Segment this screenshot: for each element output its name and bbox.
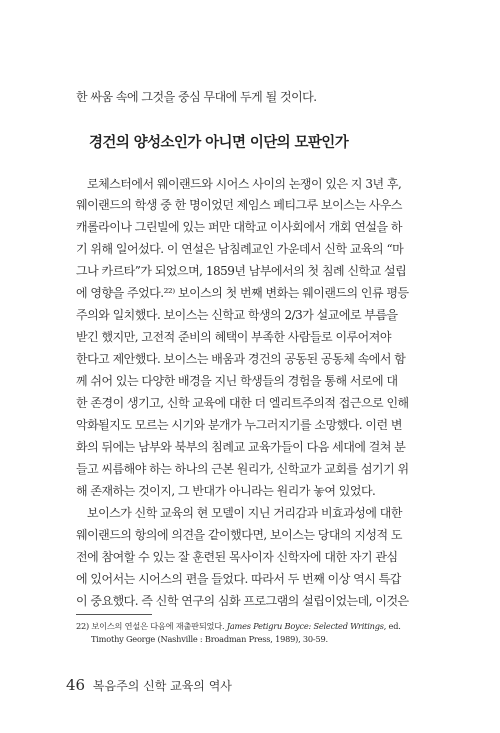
body-line: 웨이랜드의 항의에 의견을 같이했다면, 보이스는 당대의 지성적 도 [76,528,403,542]
body-line: 악화될지도 모르는 시기와 분개가 누그러지기를 소망했다. 이런 변 [76,418,403,432]
body-line: 보이스가 신학 교육의 현 모델이 지닌 거리감과 비효과성에 대한 [87,506,402,520]
body-line: 캐롤라이나 그린빌에 있는 퍼만 대학교 이사회에서 개회 연설을 하 [76,220,403,234]
body-line: 화의 뒤에는 남부와 북부의 침례교 교육가들이 다음 세대에 걸쳐 분 [76,440,406,454]
continuation-line: 한 싸움 속에 그것을 중심 무대에 두게 될 것이다. [76,90,317,104]
footnote-marker: 22) [76,621,90,631]
footnote-book-title: James Petigru Boyce: Selected Writings [226,621,384,631]
body-line: 들고 씨름해야 하는 하나의 근본 원리가, 신학교가 교회를 섬기기 위 [76,462,409,476]
body-line: 이 중요했다. 즉 신학 연구의 심화 프로그램의 설립이었는데, 이것은 [76,594,409,608]
body-line: 기 위해 일어섰다. 이 연설은 남침례교인 가운데서 신학 교육의 “마 [76,242,404,256]
body-line: 한 존경이 생기고, 신학 교육에 대한 더 엘리트주의적 접근으로 인해 [76,396,409,410]
running-title: 복음주의 신학 교육의 역사 [92,679,232,693]
body-line: 받긴 했지만, 고전적 준비의 혜택이 부족한 사람들로 이루어져야 [76,330,391,344]
section-heading: 경건의 양성소인가 아니면 이단의 모판인가 [89,135,349,151]
footnote-text-korean: 보이스의 연설은 다음에 재출판되었다. [91,621,225,631]
body-line: 에 있어서는 시어스의 편을 들었다. 따라서 두 번째 이상 역시 특갑 [76,572,401,586]
footnote [76,620,401,632]
body-line: 해 존재하는 것이지, 그 반대가 아니라는 원리가 놓여 있었다. [76,484,376,498]
footnote-line-2: Timothy George (Nashville : Broadman Press, 1989), 30-59. [91,634,328,644]
body-line: 에 영향을 주었다.²²⁾ 보이스의 첫 번째 변화는 웨이랜드의 인류 평등 [76,286,409,300]
page-footer [66,676,232,694]
body-line: 한다고 제안했다. 보이스는 배움과 경건의 공동된 공동체 속에서 함 [76,352,406,366]
body-line: 전에 참여할 수 있는 잘 훈련된 목사이자 신학자에 대한 자기 관심 [76,550,398,564]
body-line: 로체스터에서 웨이랜드와 시어스 사이의 논쟁이 있은 지 3년 후, [87,177,402,191]
footnote-text-after: , ed. [383,621,401,631]
body-line: 그나 카르타”가 되었으며, 1859년 남부에서의 첫 침례 신학교 설립 [76,264,407,278]
body-line: 주의와 일치했다. 보이스는 신학교 학생의 2/3가 설교에로 부름을 [76,308,398,322]
page-number: 46 [66,676,86,694]
footnote-divider [76,614,152,615]
body-line: 께 쉬어 있는 다양한 배경을 지닌 학생들의 경험을 통해 서로에 대 [76,374,398,388]
body-line: 웨이랜드의 학생 중 한 명이었던 제임스 페티그루 보이스는 사우스 [76,198,403,212]
